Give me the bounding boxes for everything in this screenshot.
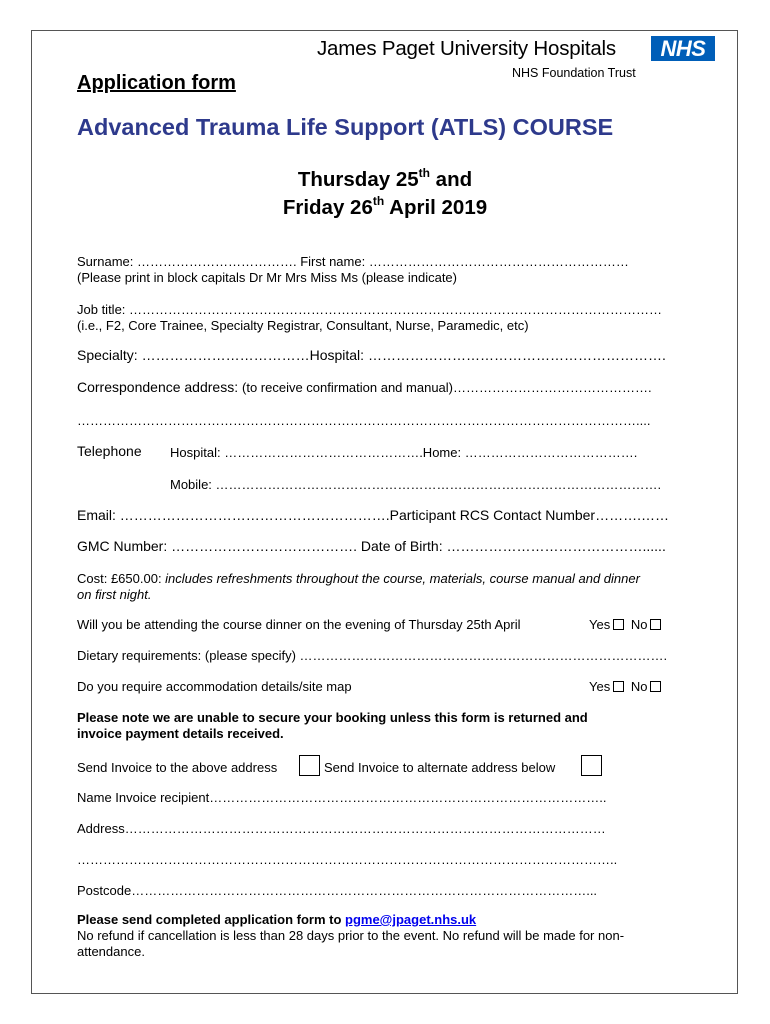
invoice-address-field[interactable]: Address………………………………………………………………………………………………… — [77, 821, 606, 836]
specialty-hospital-field[interactable]: Specialty: ………………………………Hospital: ………………………………………………………. — [77, 347, 666, 363]
accommodation-yes-checkbox[interactable] — [613, 681, 624, 692]
dinner-yes-checkbox[interactable] — [613, 619, 624, 630]
contact-email-link[interactable]: pgme@jpaget.nhs.uk — [345, 912, 477, 927]
accommodation-yes-label: Yes — [589, 679, 611, 694]
cost-line-1: Cost: £650.00: includes refreshments throughout the course, materials, course manual and dinner — [77, 571, 640, 586]
gmc-dob-field[interactable]: GMC Number: …………………………………. Date of Birth: ……………………………………...... — [77, 538, 666, 554]
mobile-phone-field[interactable]: Mobile: …………………………………………………………………………………………. — [170, 477, 662, 492]
form-title: Application form — [77, 72, 236, 94]
job-title-field[interactable]: Job title: …………………………………………………………………………………………………………… — [77, 302, 663, 317]
course-date-line-2: Friday 26th April 2019 — [282, 194, 488, 219]
job-title-hint: (i.e., F2, Core Trainee, Specialty Registrar, Consultant, Nurse, Paramedic, etc) — [77, 318, 529, 333]
nhs-logo: NHS — [651, 36, 715, 61]
hospital-home-phone-field[interactable]: Hospital: ……………………………………….Home: …………………………………. — [170, 445, 638, 460]
correspondence-address-field[interactable]: Correspondence address: (to receive confirmation and manual)………………………………………. — [77, 379, 652, 395]
correspondence-address-line-2[interactable]: ………………………………………………………………………………………………………………….... — [77, 413, 651, 428]
dinner-yes-label: Yes — [589, 617, 611, 632]
refund-policy-line-2: attendance. — [77, 944, 145, 959]
send-form-line: Please send completed application form to pgme@jpaget.nhs.uk — [77, 912, 477, 927]
dinner-no-label: No — [630, 617, 648, 632]
course-title: Advanced Trauma Life Support (ATLS) COURSE — [77, 114, 614, 140]
dinner-question: Will you be attending the course dinner on the evening of Thursday 25th April — [77, 617, 521, 632]
organisation-name: James Paget University Hospitals — [317, 37, 616, 60]
accommodation-question: Do you require accommodation details/site map — [77, 679, 352, 694]
invoice-recipient-field[interactable]: Name Invoice recipient……………………………………………………………………………….. — [77, 790, 607, 805]
telephone-label: Telephone — [77, 443, 142, 459]
booking-notice-line-2: invoice payment details received. — [77, 726, 284, 741]
organisation-subtitle: NHS Foundation Trust — [512, 66, 636, 80]
refund-policy-line-1: No refund if cancellation is less than 28 days prior to the event. No refund will be made for non- — [77, 928, 625, 943]
booking-notice-line-1: Please note we are unable to secure your booking unless this form is returned and — [77, 710, 588, 725]
accommodation-no-checkbox[interactable] — [650, 681, 661, 692]
invoice-address-line-2[interactable]: …………………………………………………………………………………………………………….. — [77, 852, 618, 867]
invoice-alternate-label: Send Invoice to alternate address below — [324, 760, 556, 775]
title-options[interactable]: (Please print in block capitals Dr Mr Mrs Miss Ms (please indicate) — [77, 270, 457, 285]
invoice-postcode-field[interactable]: Postcode……………………………………………………………………………………………... — [77, 883, 598, 898]
invoice-above-label: Send Invoice to the above address — [77, 760, 278, 775]
dietary-requirements-field[interactable]: Dietary requirements: (please specify) …………………………………………………………………………. — [77, 648, 668, 663]
invoice-alternate-checkbox[interactable] — [581, 755, 602, 776]
dinner-no-checkbox[interactable] — [650, 619, 661, 630]
cost-line-2: on first night. — [77, 587, 152, 602]
dinner-options — [589, 617, 661, 632]
accommodation-no-label: No — [630, 679, 648, 694]
surname-firstname-field[interactable]: Surname: ………………………………. First name: …………………………………………………… — [77, 254, 629, 269]
invoice-above-checkbox[interactable] — [299, 755, 320, 776]
accommodation-options — [589, 679, 661, 694]
email-rcs-field[interactable]: Email: ………………………………………………….Participant RCS Contact Number……….…… — [77, 507, 669, 523]
course-date-line-1: Thursday 25th and — [297, 166, 473, 191]
